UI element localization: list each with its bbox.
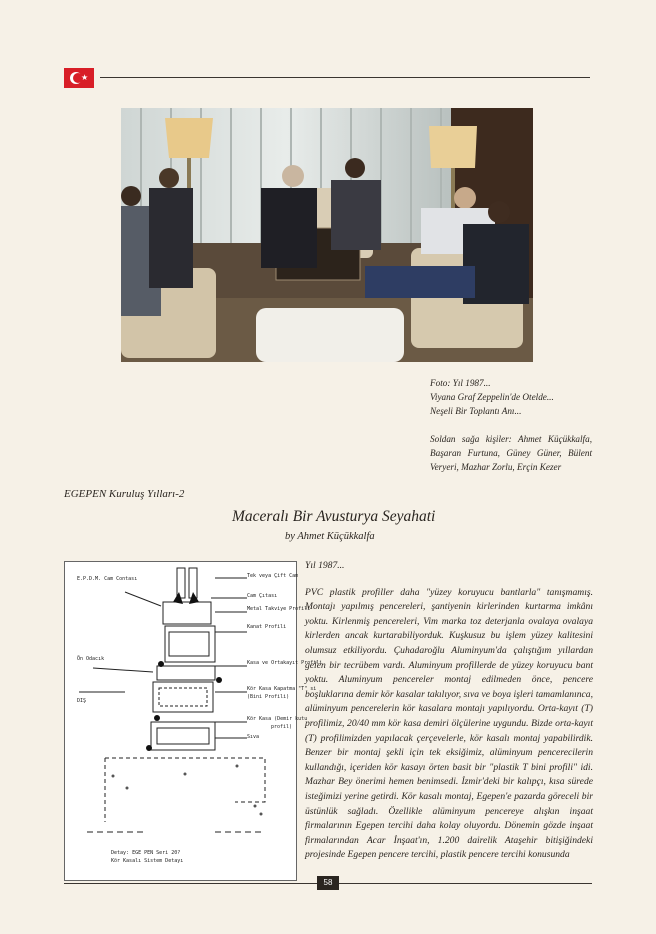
diagram-label-bead: Cam Çıtası xyxy=(247,593,278,599)
diagram-label-outside: DIŞ xyxy=(77,698,87,704)
caption-people: Soldan sağa kişiler: Ahmet Küçükkalfa, Başaran Furtuna, Güney Güner, Bülent Veryeri, Mazhar Zorlu, Erçin Kezer xyxy=(430,434,592,472)
diagram-label-plaster: Sıva xyxy=(247,734,260,740)
diagram-label-bini: (Bini Profili) xyxy=(247,694,290,700)
diagram-label-chamber: Ön Odacık xyxy=(77,656,105,662)
caption-line-3: Neşeli Bir Toplantı Anı... xyxy=(430,406,522,416)
diagram-label-frame: Kasa ve Ortakayıt Profili xyxy=(247,660,323,666)
diagram-label-steel: Metal Takviye Profili xyxy=(247,606,311,612)
body-paragraph: PVC plastik profiller daha "yüzey koruyucu bantlarla" tanışmamış. Montajı yapılmış pencereleri, şantiyenin kirlerinden kurtarma imkânı yoktu. Kirlenmiş pencereleri, Vim marka toz deterjanla ovalaya ovalaya kirlerden ancak kurtarabiliyorduk. Kuşkusuz bu işlem yüzey kalitesini olumsuz etkiliyordu. Çuhadaroğlu Aluminyum'da çalıştığım yıllardan gelen bir tecrübem vardı. Aluminyum profillerde de yüzey koruyucu bant yoktu. Aluminyum pencereler montaj edilmeden önce, pencere boşluklarına demir kör kasalar takılıyor, sıva ve boya işleri tamamlanınca, alüminyum pencerelerin kör kasalara montajı yapılıyordu. Orta-kayıt (T) profilimiz, 20/40 mm kör kasa demiri ölçülerine uygundu. Bizde orta-kayıt (T) profilimizden yapılacak çerçevelerle, kör kasalı montaj yapabilirdik. Benzer bir montaj şekli için tek eksiğimiz, alüminyum pencerecilerin kullandığı, içeriden kör kasayı örten basit bir "plastik T bini profili" idi. Mazhar Bey önerimi hemen benimsedi. İzmir'deki bir kalıpçı, kısa sürede isteğimizi yerine getirdi. Kör kasalı montaj, Egepen'e pazarda göreceli bir üstünlük sağladı. Özellikle alüminyum pencereye alışkın inşaat firmalarının Egepen tercihi daha kolay oluyordu. Dönemin gözde inşaat firmalarından Acar İnşaat'ın, 1.200 dairelik Ataşehir bitişiğindeki projesinde Egepen pencere tercihi, plastik pencere tercihi konusunda xyxy=(305,586,593,861)
diagram-label-sash: Kanat Profili xyxy=(247,624,287,630)
caption-line-2: Viyana Graf Zeppelin'de Otelde... xyxy=(430,392,554,402)
diagram-detail-1: Detay: EGE PEN Seri 20? xyxy=(111,850,181,856)
diagram-label-profile: profil) xyxy=(271,724,293,730)
diagram-detail-2: Kör Kasalı Sistem Detayı xyxy=(111,858,184,864)
series-title: EGEPEN Kuruluş Yılları-2 xyxy=(64,488,185,500)
year-heading: Yıl 1987... xyxy=(305,560,345,571)
article-title: Maceralı Bir Avusturya Seyahati xyxy=(232,508,436,525)
turkish-flag-icon: ★ xyxy=(64,68,94,88)
article-body xyxy=(305,559,593,863)
diagram-label-cover: Kör Kasa Kapatma "T" si xyxy=(247,686,317,692)
window-profile-diagram xyxy=(64,561,323,881)
byline: by Ahmet Küçükkalfa xyxy=(285,531,375,542)
diagram-label-epdm: E.P.D.M. Cam Contası xyxy=(77,576,138,582)
meeting-photo xyxy=(121,108,533,362)
page-number: 58 xyxy=(317,876,339,890)
diagram-label-glass: Tek veya Çift Cam xyxy=(247,573,299,579)
photo-caption xyxy=(430,376,592,474)
header-rule xyxy=(100,77,590,78)
diagram-label-subframe: Kör Kasa (Demir kutu xyxy=(247,716,308,722)
caption-line-1: Foto: Yıl 1987... xyxy=(430,378,491,388)
